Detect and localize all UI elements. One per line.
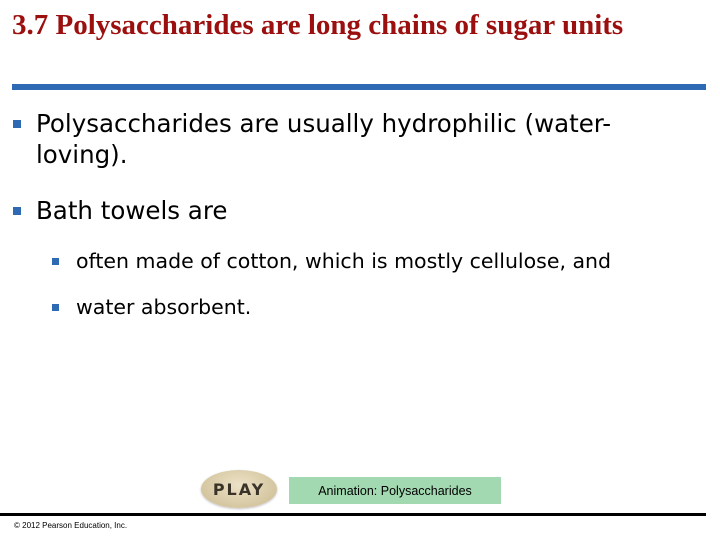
copyright-text: © 2012 Pearson Education, Inc. — [14, 521, 128, 530]
footer-divider — [0, 513, 706, 516]
sub-bullet-1 — [48, 248, 708, 275]
slide-title: 3.7 Polysaccharides are long chains of sugar units — [12, 9, 624, 41]
animation-link[interactable]: Animation: Polysaccharides — [289, 477, 501, 504]
play-button[interactable]: PLAY — [201, 470, 277, 508]
bullet-2-text: Bath towels are — [36, 196, 228, 225]
sub-bullet-1-text: often made of cotton, which is mostly cellulose, and — [76, 249, 612, 273]
square-bullet-icon — [52, 304, 59, 311]
square-bullet-icon — [13, 120, 21, 128]
square-bullet-icon — [52, 258, 59, 265]
square-bullet-icon — [13, 207, 21, 215]
bullet-1-text: Polysaccharides are usually hydrophilic (water-loving). — [36, 109, 612, 169]
bullet-2 — [10, 195, 650, 226]
sub-bullet-2 — [48, 294, 708, 321]
bullet-1 — [10, 108, 650, 170]
title-divider — [12, 84, 706, 90]
sub-bullet-2-text: water absorbent. — [76, 295, 252, 319]
